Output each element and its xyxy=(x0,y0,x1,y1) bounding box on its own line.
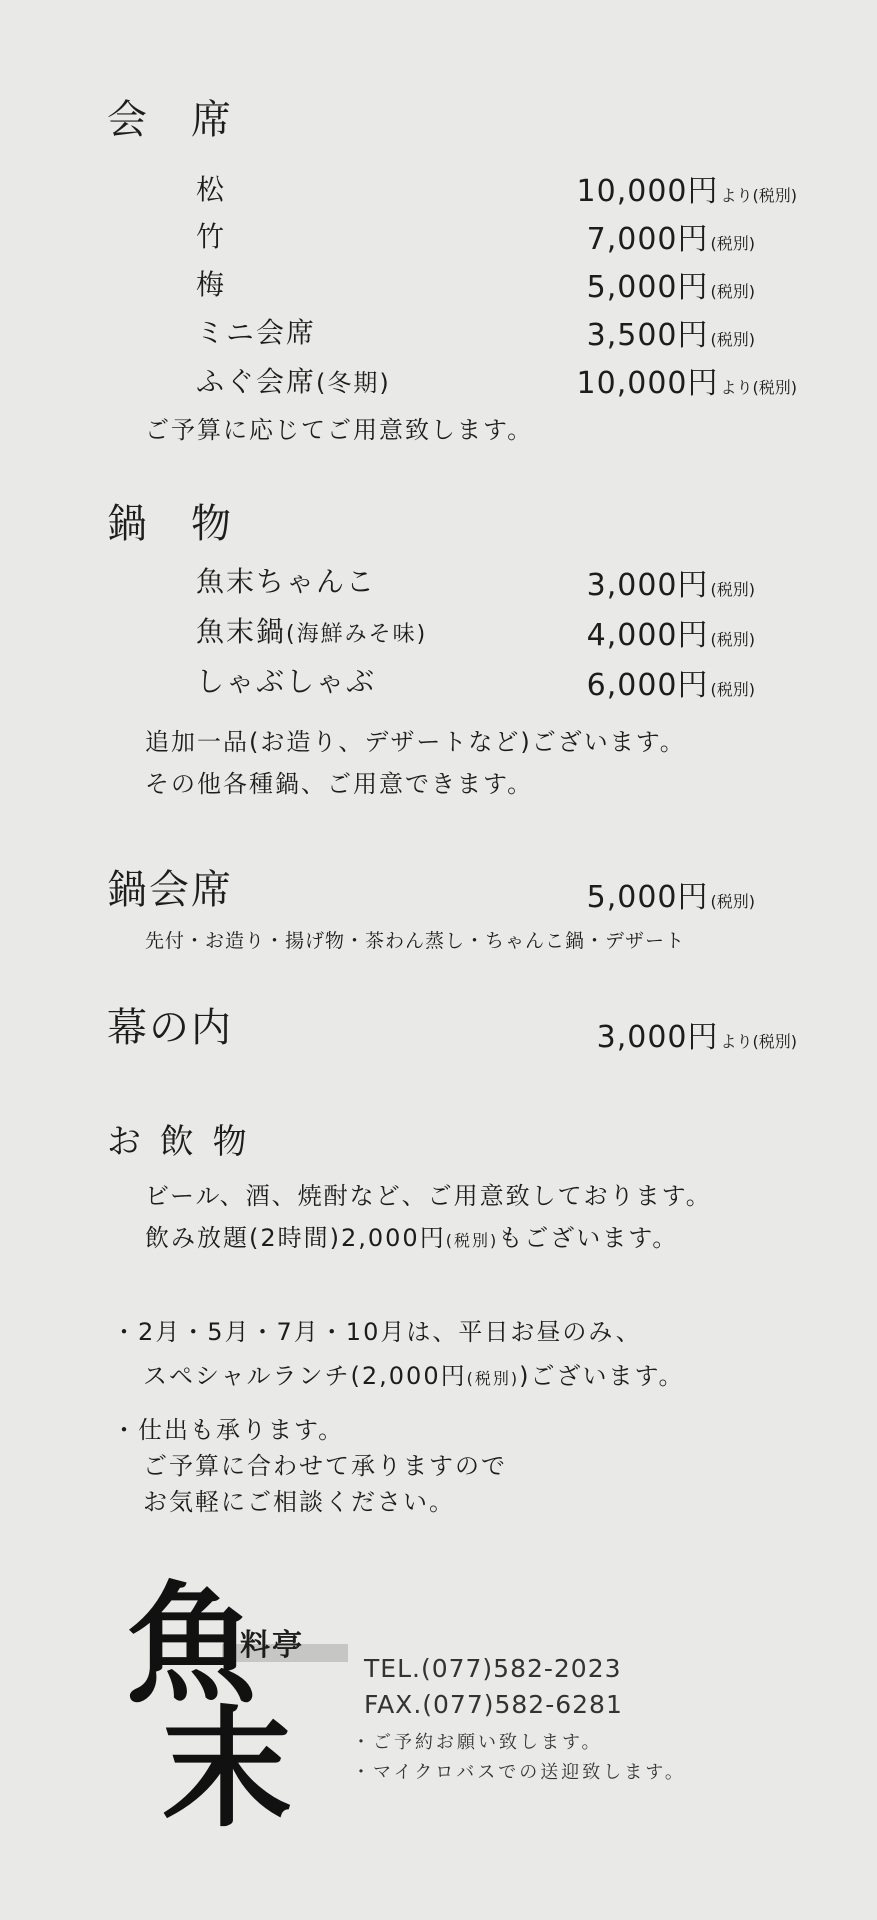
menu-item-name: ふぐ会席(冬期) xyxy=(196,365,391,398)
nabe-note-2: その他各種鍋、ご用意できます。 xyxy=(145,770,534,798)
info-bullet-1: ・2月・5月・7月・10月は、平日お昼のみ、 xyxy=(112,1318,642,1346)
info-bullet-2: ・仕出も承ります。 xyxy=(112,1416,345,1444)
makunouchi-price: 3,000円 より(税別) xyxy=(596,1020,797,1055)
menu-item-price: 10,000円 より(税別) xyxy=(576,174,797,209)
drinks-note-1: ビール、酒、焼酎など、ご用意致しております。 xyxy=(145,1182,712,1210)
nabe-kaiseki-title: 鍋会席 xyxy=(107,867,233,913)
logo-sub: 料亭 xyxy=(240,1628,304,1663)
nabe-title: 鍋 物 xyxy=(107,501,233,547)
menu-item-price: 4,000円 (税別) xyxy=(586,618,755,653)
menu-item-name: 魚末鍋(海鮮みそ味) xyxy=(196,615,428,648)
menu-item-price: 10,000円 より(税別) xyxy=(576,366,797,401)
menu-item-name: しゃぶしゃぶ xyxy=(196,665,377,698)
menu-item-price: 3,000円 (税別) xyxy=(586,568,755,603)
nabe-kaiseki-courses: 先付・お造り・揚げ物・茶わん蒸し・ちゃんこ鍋・デザート xyxy=(145,930,686,952)
shop-note-1: ・ご予約お願い致します。 xyxy=(352,1732,603,1753)
shop-note-2: ・マイクロバスでの送迎致します。 xyxy=(352,1762,686,1783)
makunouchi-title: 幕の内 xyxy=(107,1005,233,1051)
logo-char-top: 魚 xyxy=(126,1568,257,1721)
info-bullet-2-cont: ご予算に合わせて承りますので xyxy=(143,1452,507,1480)
info-bullet-1-cont: スペシャルランチ(2,000円(税別))ございます。 xyxy=(143,1362,685,1390)
menu-item-name: 魚末ちゃんこ xyxy=(196,565,377,598)
nabe-note-1: 追加一品(お造り、デザートなど)ございます。 xyxy=(145,728,686,756)
fax: FAX.(077)582-6281 xyxy=(364,1690,623,1719)
menu-item-name: 梅 xyxy=(196,268,227,301)
menu-item-price: 7,000円 (税別) xyxy=(586,222,755,257)
info-bullet-2-cont: お気軽にご相談ください。 xyxy=(143,1488,455,1516)
kaiseki-title: 会 席 xyxy=(107,97,233,143)
menu-item-name: ミニ会席 xyxy=(196,316,317,349)
tel: TEL.(077)582-2023 xyxy=(364,1654,622,1683)
drinks-note-2: 飲み放題(2時間)2,000円(税別)もございます。 xyxy=(145,1224,679,1252)
nabe-kaiseki-price: 5,000円 (税別) xyxy=(586,880,755,915)
menu-item-name: 松 xyxy=(196,173,227,206)
kaiseki-note: ご予算に応じてご用意致します。 xyxy=(145,416,534,444)
menu-item-name: 竹 xyxy=(196,220,227,253)
drinks-title: お 飲 物 xyxy=(107,1122,251,1162)
logo-char-bottom: 末 xyxy=(162,1692,293,1845)
menu-item-price: 5,000円 (税別) xyxy=(586,270,755,305)
menu-item-price: 6,000円 (税別) xyxy=(586,668,755,703)
menu-item-price: 3,500円 (税別) xyxy=(586,318,755,353)
